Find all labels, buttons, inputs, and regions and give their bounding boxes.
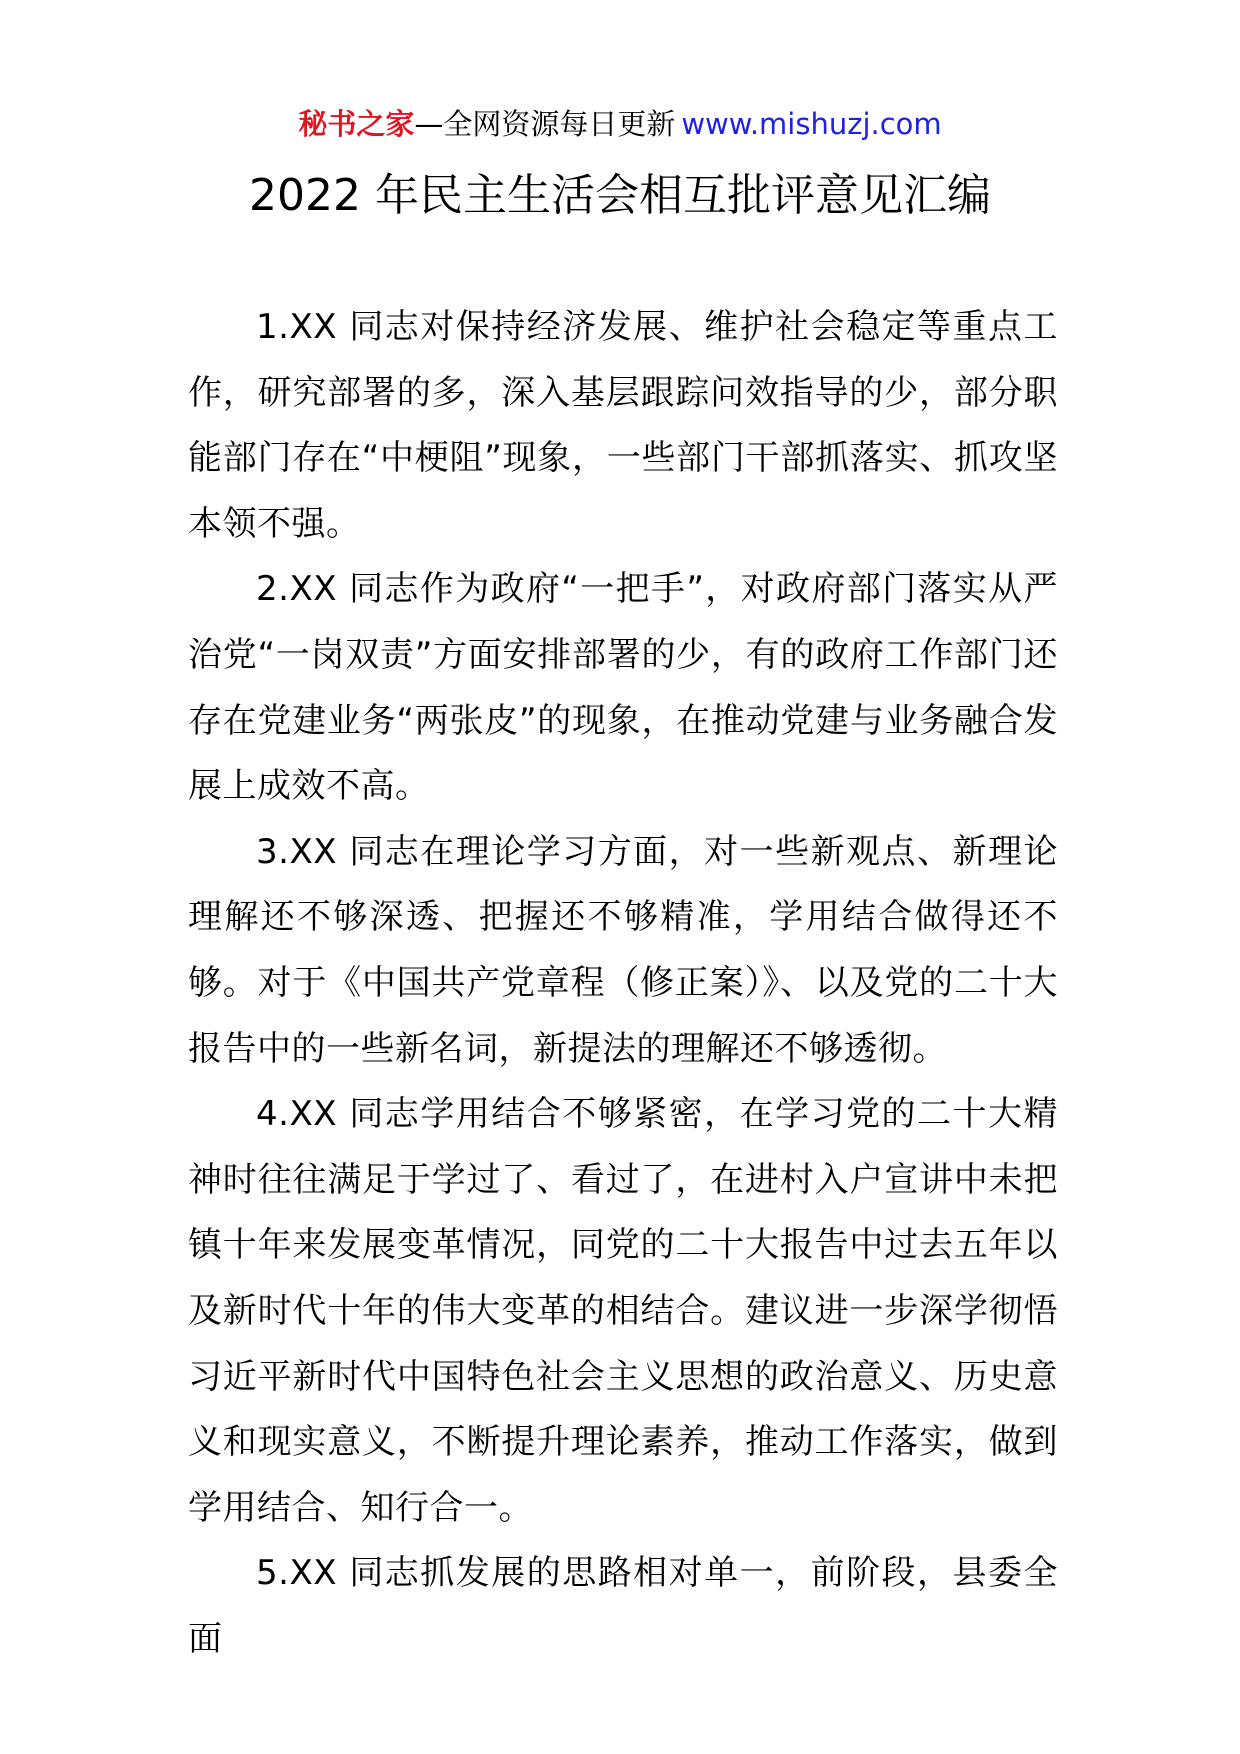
document-body	[188, 295, 1058, 1672]
document-title: 2022 年民主生活会相互批评意见汇编	[249, 170, 991, 221]
site-header	[0, 103, 1240, 145]
paragraph-4: 4.XX 同志学用结合不够紧密，在学习党的二十大精神时往往满足于学过了、看过了，在进村入户宣讲中未把镇十年来发展变革情况，同党的二十大报告中过去五年以及新时代十年的伟大变革的相结合。建议进一步深学彻悟习近平新时代中国特色社会主义思想的政治意义、历史意义和现实意义，不断提升理论素养，推动工作落实，做到学用结合、知行合一。	[188, 1094, 1058, 1528]
paragraph-5: 5.XX 同志抓发展的思路相对单一，前阶段，县委全面	[188, 1553, 1058, 1659]
paragraph-2: 2.XX 同志作为政府“一把手”，对政府部门落实从严治党“一岗双责”方面安排部署的少，有的政府工作部门还存在党建业务“两张皮”的现象，在推动党建与业务融合发展上成效不高。	[188, 569, 1058, 807]
site-brand: 秘书之家	[298, 107, 415, 141]
site-tagline: —全网资源每日更新	[414, 107, 676, 141]
paragraph-3: 3.XX 同志在理论学习方面，对一些新观点、新理论理解还不够深透、把握还不够精准，学用结合做得还不够。对于《中国共产党章程（修正案）》、以及党的二十大报告中的一些新名词，新提法的理解还不够透彻。	[188, 831, 1058, 1069]
site-url-link[interactable]: www.mishuzj.com	[681, 107, 942, 141]
paragraph-1: 1.XX 同志对保持经济发展、维护社会稳定等重点工作，研究部署的多，深入基层跟踪问效指导的少，部分职能部门存在“中梗阻”现象，一些部门干部抓落实、抓攻坚本领不强。	[188, 307, 1058, 544]
